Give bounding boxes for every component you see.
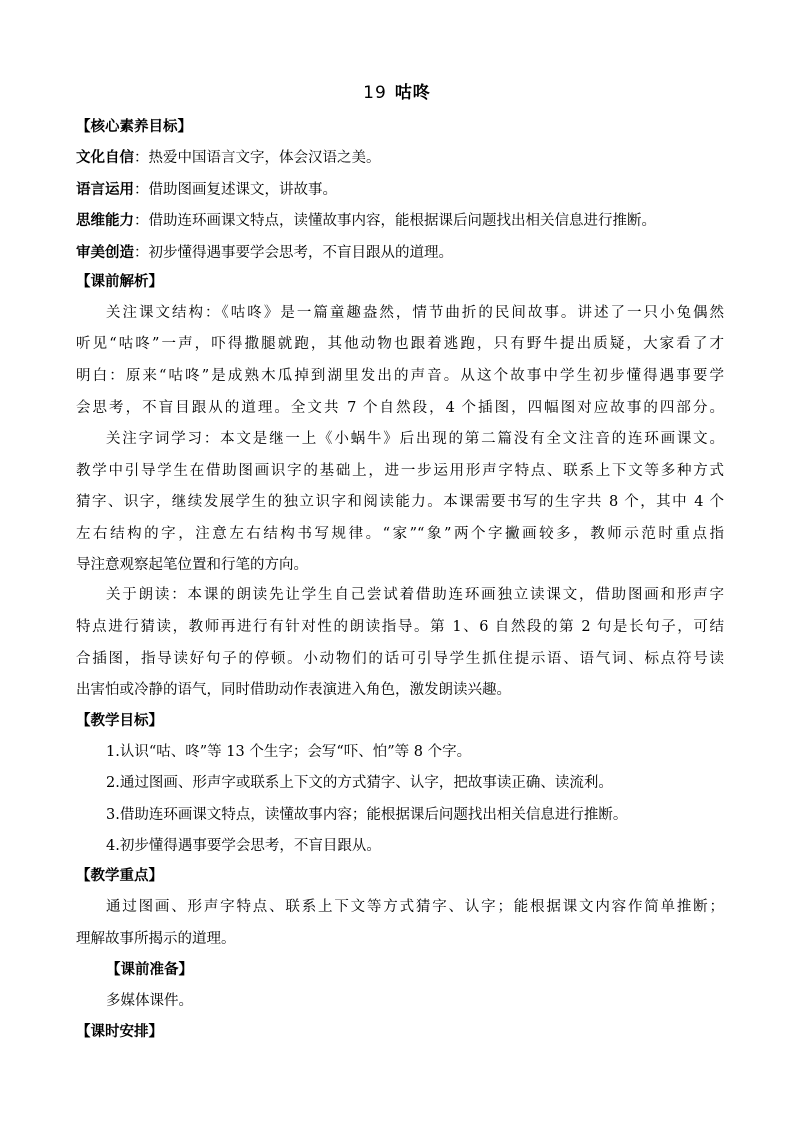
analysis-p2-line: 猜字、识字，继续发展学生的独立识字和阅读能力。本课需要书写的生字共 8 个，其中 4 个 bbox=[76, 494, 724, 510]
analysis-p3-line: 合插图，指导读好句子的停顿。小动物们的话可引导学生抓住提示语、语气词、标点符号读 bbox=[76, 651, 724, 667]
analysis-p1-line: 明白：原来“咕咚”是成熟木瓜掉到湖里发出的声音。从这个故事中学生初步懂得遇事要学 bbox=[76, 368, 724, 384]
analysis-p3-line: 出害怕或冷静的语气，同时借助动作表演进入角色，激发朗读兴趣。 bbox=[76, 682, 511, 698]
analysis-p3-line: 特点进行猜读，教师再进行有针对性的朗读指导。第 1、6 自然段的第 2 句是长句子，可结 bbox=[76, 619, 724, 635]
lesson-title: 咕咚 bbox=[394, 83, 431, 103]
analysis-p1-line: 会思考，不盲目跟从的道理。全文共 7 个自然段，4 个插图，四幅图对应故事的四部分。 bbox=[76, 400, 724, 416]
focus-line: 理解故事所揭示的道理。 bbox=[76, 931, 236, 947]
core-item: 审美创造：初步懂得遇事要学会思考，不盲目跟从的道理。 bbox=[76, 244, 453, 261]
goal-item: 4.初步懂得遇事要学会思考，不盲目跟从。 bbox=[106, 838, 381, 854]
focus-line: 通过图画、形声字特点、联系上下文等方式猜字、认字；能根据课文内容作简单推断； bbox=[106, 899, 724, 915]
prep-text: 多媒体课件。 bbox=[106, 993, 193, 1009]
section-heading-schedule: 【课时安排】 bbox=[76, 1023, 163, 1040]
goal-item: 3.借助连环画课文特点，读懂故事内容；能根据课后问题找出相关信息进行推断。 bbox=[106, 807, 628, 823]
goal-item: 2.通过图画、形声字或联系上下文的方式猜字、认字，把故事读正确、读流利。 bbox=[106, 775, 613, 791]
section-heading-goals: 【教学目标】 bbox=[76, 712, 163, 729]
core-item: 思维能力：借助连环画课文特点，读懂故事内容，能根据课后问题找出相关信息进行推断。 bbox=[76, 212, 656, 229]
section-heading-analysis: 【课前解析】 bbox=[76, 273, 163, 290]
analysis-p2-line: 关注字词学习：本文是继一上《小蜗牛》后出现的第二篇没有全文注音的连环画课文。 bbox=[106, 431, 724, 447]
page-title bbox=[0, 78, 794, 103]
core-item: 文化自信：热爱中国语言文字，体会汉语之美。 bbox=[76, 149, 381, 166]
core-item: 语言运用：借助图画复述课文，讲故事。 bbox=[76, 181, 337, 198]
analysis-p1-line: 听见“咕咚”一声，吓得撒腿就跑，其他动物也跟着逃跑，只有野牛提出质疑，大家看了才 bbox=[76, 336, 724, 352]
section-heading-prep: 【课前准备】 bbox=[106, 961, 193, 978]
analysis-p1-line: 关注课文结构：《咕咚》是一篇童趣盎然，情节曲折的民间故事。讲述了一只小兔偶然 bbox=[106, 305, 724, 321]
analysis-p2-line: 教学中引导学生在借助图画识字的基础上，进一步运用形声字特点、联系上下文等多种方式 bbox=[76, 463, 724, 479]
section-heading-core: 【核心素养目标】 bbox=[76, 118, 192, 135]
section-heading-focus: 【教学重点】 bbox=[76, 867, 163, 884]
lesson-number: 19 bbox=[363, 83, 387, 103]
analysis-p3-line: 关于朗读：本课的朗读先让学生自己尝试着借助连环画独立读课文，借助图画和形声字 bbox=[106, 587, 724, 603]
goal-item: 1.认识“咕、咚”等 13 个生字；会写“吓、怕”等 8 个字。 bbox=[106, 744, 472, 760]
analysis-p2-line: 左右结构的字，注意左右结构书写规律。“家”“象”两个字撇画较多，教师示范时重点指 bbox=[76, 526, 724, 542]
analysis-p2-line: 导注意观察起笔位置和行笔的方向。 bbox=[76, 557, 308, 573]
